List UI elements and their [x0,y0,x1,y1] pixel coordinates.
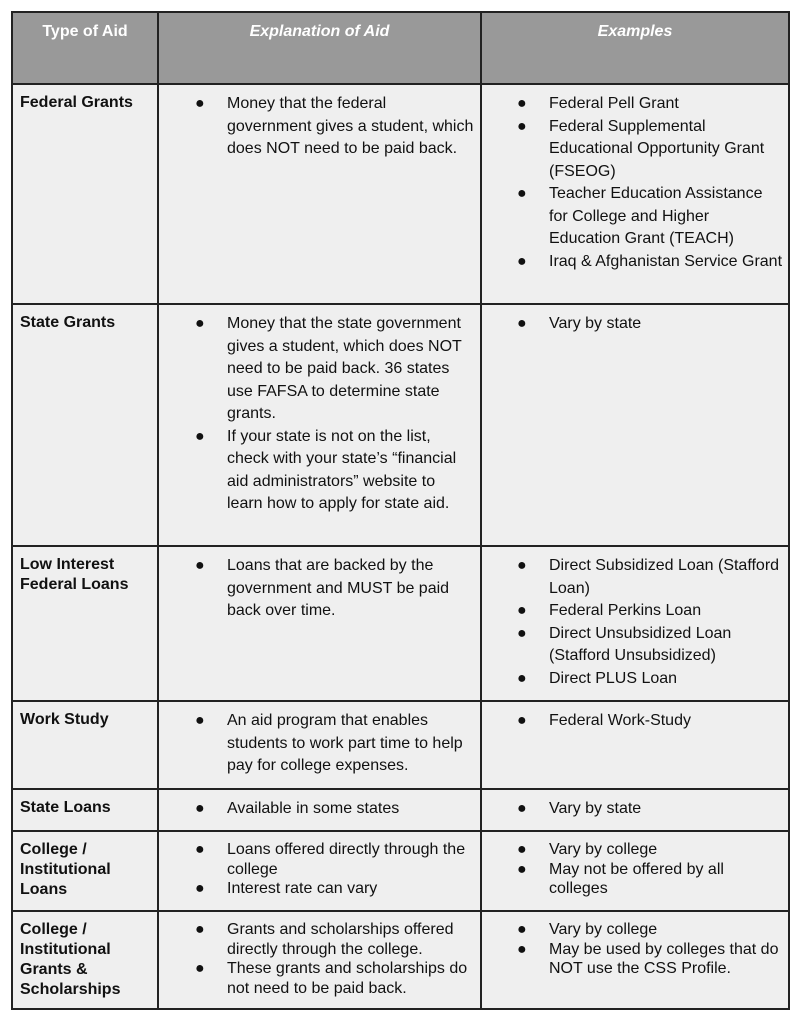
bullet-icon: ● [195,921,205,938]
list-item-text: Loans that are backed by the government and MUST be paid back over time. [227,557,450,619]
list-item-text: Vary by college [549,921,658,938]
bullet-icon: ● [517,602,527,619]
bullet-icon: ● [517,669,527,687]
list-item-text: Interest rate can vary [227,880,378,897]
explanation-cell [158,911,481,1009]
explanation-list [159,702,480,788]
examples-list [482,85,788,283]
list-item [517,251,782,274]
bullet-icon: ● [517,799,527,817]
list-item [195,93,474,161]
explanation-list [159,547,480,633]
list-item [517,183,782,251]
examples-cell [481,789,789,832]
examples-cell [481,911,789,1009]
examples-cell [481,304,789,546]
examples-list [482,832,788,909]
table-row [12,789,789,832]
list-item [195,555,474,623]
list-item-text: If your state is not on the list, check with your state’s “financial aid administrators” website to learn how to apply for state aid. [227,427,457,512]
bullet-icon: ● [517,712,527,729]
list-item [195,959,474,998]
bullet-icon: ● [517,185,527,202]
list-item-text: Vary by state [549,799,642,817]
bullet-icon: ● [517,841,527,858]
explanation-list [159,790,480,831]
list-item-text: Loans offered directly through the college [227,841,466,878]
list-item [517,555,782,600]
list-item [517,116,782,184]
list-item-text: Teacher Education Assistance for College and Higher Education Grant (TEACH) [549,185,763,247]
list-item-text: Money that the state government gives a student, which does NOT need to be paid back. 36 states use FAFSA to determine state grants. [227,315,462,422]
explanation-cell [158,831,481,911]
bullet-icon: ● [517,557,527,574]
list-item [195,313,474,426]
list-item [517,600,782,623]
explanation-list [159,305,480,526]
list-item-text: Federal Work-Study [549,712,691,729]
explanation-list [159,832,480,909]
list-item [517,668,782,691]
list-item-text: These grants and scholarships do not need to be paid back. [227,960,468,997]
bullet-icon: ● [517,940,527,958]
list-item-text: Direct PLUS Loan [549,669,678,687]
list-item [517,860,782,899]
aid-type-cell: Low Interest Federal Loans [12,546,158,701]
explanation-cell [158,304,481,546]
list-item [195,426,474,516]
list-item-text: Available in some states [227,799,400,817]
header-examples: Examples [481,12,789,84]
list-item [517,710,782,733]
list-item [195,879,474,899]
bullet-icon: ● [517,860,527,878]
table-row [12,701,789,789]
explanation-cell [158,701,481,789]
explanation-list [159,85,480,171]
explanation-cell [158,84,481,304]
explanation-list [159,912,480,1008]
bullet-icon: ● [195,880,205,897]
explanation-cell [158,789,481,832]
table-row [12,304,789,546]
examples-cell [481,701,789,789]
header-row [12,12,789,84]
header-explanation: Explanation of Aid [158,12,481,84]
list-item-text: Iraq & Afghanistan Service Grant [549,252,783,270]
list-item [517,623,782,668]
bullet-icon: ● [195,960,205,977]
list-item [517,313,782,336]
aid-type-cell: College / Institutional Loans [12,831,158,911]
examples-list [482,702,788,743]
bullet-icon: ● [517,252,527,270]
header-type-of-aid: Type of Aid [12,12,158,84]
bullet-icon: ● [195,315,205,332]
examples-cell [481,831,789,911]
examples-cell [481,546,789,701]
list-item [195,710,474,778]
list-item-text: Federal Perkins Loan [549,602,702,619]
examples-list [482,305,788,346]
aid-type-cell: Federal Grants [12,84,158,304]
list-item-text: Direct Subsidized Loan (Stafford Loan) [549,557,780,597]
table-row [12,831,789,911]
list-item [195,920,474,959]
examples-list [482,547,788,700]
bullet-icon: ● [517,921,527,938]
table-row [12,546,789,701]
list-item-text: Vary by college [549,841,658,858]
bullet-icon: ● [517,95,527,112]
bullet-icon: ● [195,557,205,574]
list-item-text: An aid program that enables students to work part time to help pay for college expenses. [227,712,463,774]
list-item [195,840,474,879]
bullet-icon: ● [517,624,527,642]
bullet-icon: ● [517,315,527,332]
table-row [12,84,789,304]
explanation-cell [158,546,481,701]
aid-type-cell: State Grants [12,304,158,546]
list-item-text: Vary by state [549,315,642,332]
examples-cell [481,84,789,304]
bullet-icon: ● [195,95,205,112]
list-item-text: Direct Unsubsidized Loan (Stafford Unsubsidized) [549,624,732,664]
list-item [517,840,782,860]
aid-type-cell: Work Study [12,701,158,789]
list-item-text: Money that the federal government gives a student, which does NOT need to be paid back. [227,95,474,157]
aid-type-cell: College / Institutional Grants & Scholarships [12,911,158,1009]
bullet-icon: ● [195,427,205,445]
list-item-text: May be used by colleges that do NOT use the CSS Profile. [549,940,779,977]
bullet-icon: ● [195,841,205,858]
list-item [517,93,782,116]
list-item [517,920,782,940]
examples-list [482,790,788,831]
financial-aid-table [11,11,790,1010]
aid-type-cell: State Loans [12,789,158,832]
bullet-icon: ● [195,799,205,817]
list-item [517,798,782,821]
list-item [517,940,782,979]
examples-list [482,912,788,989]
bullet-icon: ● [517,117,527,135]
list-item-text: May not be offered by all colleges [549,860,724,897]
list-item [195,798,474,821]
list-item-text: Federal Supplemental Educational Opportunity Grant (FSEOG) [549,117,765,180]
list-item-text: Grants and scholarships offered directly through the college. [227,921,454,958]
bullet-icon: ● [195,712,205,729]
list-item-text: Federal Pell Grant [549,95,679,112]
table-row [12,911,789,1009]
